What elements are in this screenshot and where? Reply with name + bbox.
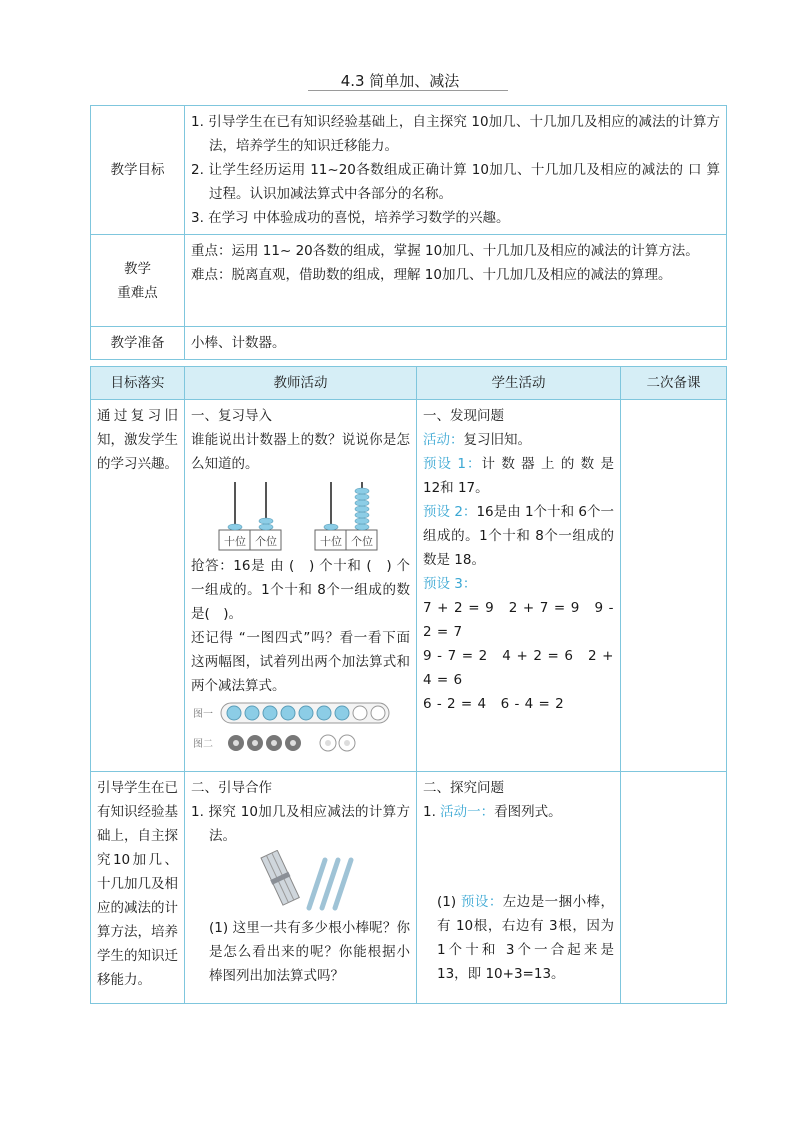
- header-goal: 目标落实: [91, 367, 185, 400]
- key-label-1: 教学: [124, 260, 151, 277]
- row1-student-heading: 一、发现问题: [423, 408, 504, 424]
- goal-label: 教学目标: [91, 106, 185, 235]
- abacus-right: [315, 482, 377, 550]
- preset-1-label: 预设 1：: [423, 456, 482, 472]
- row2-preset-label: 预设：: [460, 894, 503, 910]
- row1-teacher-heading: 一、复习导入: [191, 408, 272, 424]
- prep-label: 教学准备: [91, 327, 185, 360]
- row2-item-prefix: 1.: [423, 804, 441, 820]
- preset-2-label: 预设 2：: [423, 504, 477, 520]
- row1-second-prep: [621, 400, 727, 772]
- row1-teacher-answer: 抢答：16是 由 ( ) 个十和 ( ) 个一组成的。1个十和 8个一组成的数是( )。: [191, 558, 410, 622]
- header-teacher: 教师活动: [185, 367, 417, 400]
- page-title: 4.3 简单加、减法: [340, 72, 460, 90]
- goal-2: 2. 让学生经历运用 11~20各数组成正确计算 10加几、十几加几及相应的减法的 口 算过程。认识加减法算式中各部分的名称。: [191, 162, 720, 202]
- key-label-2: 重难点: [117, 284, 158, 301]
- abacus-left: [219, 482, 281, 550]
- row2-preset: 左边是一捆小棒，有 10根，右边有 3根，因为 1个十和 3个一合起来是 13，即 10+3=13。: [437, 894, 615, 982]
- abacus-label: 个位: [255, 535, 277, 548]
- abacus-figure: [191, 478, 411, 552]
- equation-line: 6 - 2 = 4 6 - 4 = 2: [423, 696, 565, 712]
- preset-1: 计 数 器 上 的 数 是 12和 17。: [423, 456, 615, 496]
- row2-preset-prefix: (1): [437, 894, 461, 910]
- header-second-prep: 二次备课: [621, 367, 727, 400]
- prep-text: 小棒、计数器。: [185, 327, 727, 360]
- row1-teacher-question: 谁能说出计数器上的数？说说你是怎么知道的。: [191, 432, 410, 472]
- row1-activity: 复习旧知。: [463, 432, 531, 448]
- sticks-figure: [191, 850, 411, 914]
- goal-1: 1. 引导学生在已有知识经验基础上，自主探究 10加几、十几加几及相应的减法的计算方法，培养学生的知识迁移能力。: [191, 114, 720, 154]
- row2-activity: 看图列式。: [494, 804, 562, 820]
- row1-goal: 通过复习旧知，激发学生的学习兴趣。: [91, 400, 185, 772]
- goal-3: 3. 在学习 中体验成功的喜悦，培养学习数学的兴趣。: [191, 210, 510, 226]
- row1-teacher-recall: 还记得 “一图四式”吗？看一看下面这两幅图，试着列出两个加法算式和两个减法算式。: [191, 630, 410, 694]
- title-underline: [308, 90, 508, 91]
- difficult-label: 难点：: [191, 267, 232, 283]
- preset-3-label: 预设 3：: [423, 576, 477, 592]
- equation-line: 9 - 7 = 2 4 + 2 = 6 2 + 4 = 6: [423, 648, 614, 688]
- row2-activity-label: 活动一：: [440, 804, 495, 820]
- stick-bundle: [260, 850, 300, 906]
- row2-teacher-question: (1) 这里一共有多少根小棒呢？你是怎么看出来的呢？你能根据小棒图列出加法算式吗？: [209, 920, 410, 984]
- row1-activity-label: 活动：: [423, 432, 464, 448]
- figure-2-flowers: [228, 735, 355, 751]
- row2-teacher-heading: 二、引导合作: [191, 780, 272, 796]
- key-point-label: 重点：: [191, 243, 232, 259]
- abacus-label: 十位: [224, 535, 246, 548]
- header-student: 学生活动: [417, 367, 621, 400]
- equation-line: 7 + 2 = 9 2 + 7 = 9 9 - 2 = 7: [423, 600, 614, 640]
- circles-figure: [191, 700, 411, 754]
- preset-2: 16是由 1个十和 6个一组成的。1个十和 8个一组成的数是 18。: [423, 504, 614, 568]
- figure-2-label: 图二: [193, 739, 213, 750]
- info-table: [90, 105, 727, 360]
- key-point: 运用 11~ 20各数的组成，掌握 10加几、十几加几及相应的减法的计算方法。: [231, 243, 699, 259]
- figure-1-label: 图一: [193, 709, 213, 720]
- row2-second-prep: [621, 772, 727, 1004]
- single-sticks: [309, 860, 351, 908]
- difficult-point: 脱离直观，借助数的组成，理解 10加几、十几加几及相应的减法的算理。: [231, 267, 672, 283]
- abacus-label: 个位: [351, 535, 373, 548]
- activity-table: [90, 366, 727, 1004]
- row2-goal: 引导学生在已有知识经验基础上，自主探究10加几、十几加几及相应的减法的计算方法，培养学生的知识迁移能力。: [91, 772, 185, 1004]
- figure-1-circles: [227, 706, 385, 720]
- row2-teacher-item: 1. 探究 10加几及相应减法的计算方法。: [191, 804, 410, 844]
- row2-student-heading: 二、探究问题: [423, 780, 504, 796]
- abacus-label: 十位: [320, 535, 342, 548]
